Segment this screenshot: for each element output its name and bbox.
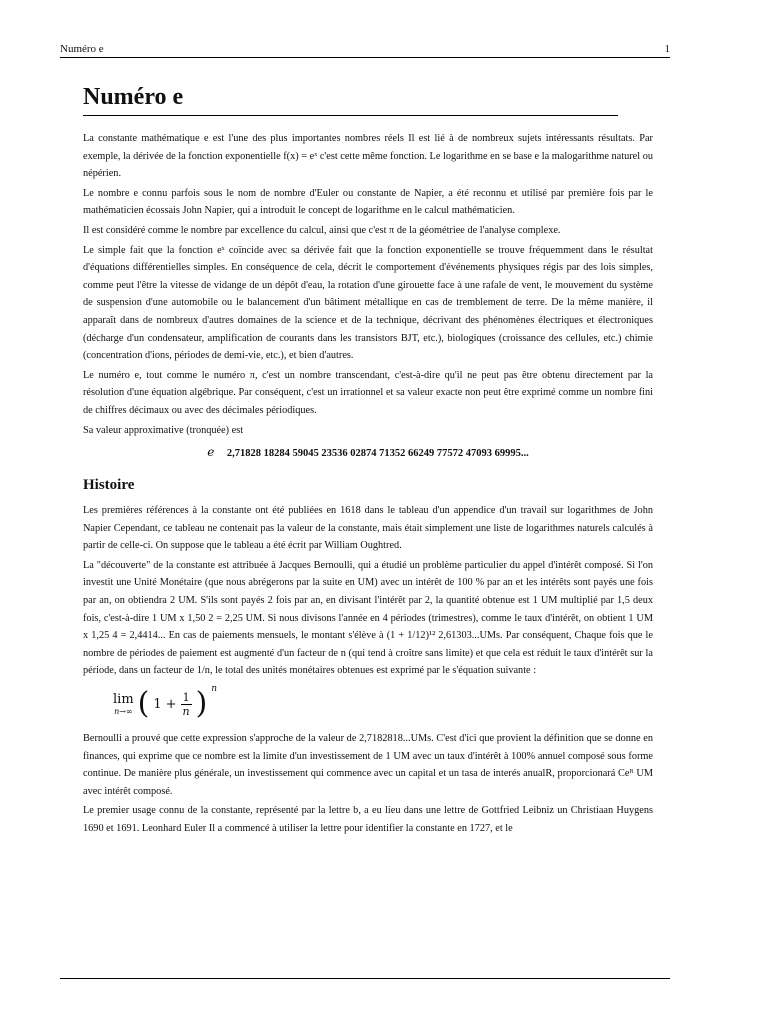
header-title: Numéro e: [60, 43, 104, 55]
footer-rule: [60, 978, 670, 979]
fraction-denominator: n: [182, 704, 190, 718]
left-paren: (: [137, 686, 150, 722]
intro-paragraph-2: Le nombre e connu parfois sous le nom de nombre d'Euler ou constante de Napier, a été reconnu et utilisé par première fois par le mathématicien écossais John Napier, qui a introduit le concept de logarithme en le calcul mathématicien.: [83, 187, 653, 217]
limit-formula: [113, 682, 653, 726]
approx-digits: 2,71828 18284 59045 23536 02874 71352 66249 77572 47093 69995...: [226, 448, 529, 460]
running-header: [60, 43, 670, 58]
document-title: Numéro e: [83, 84, 618, 116]
intro-paragraph-3: Il est considéré comme le nombre par excellence du calcul, ainsi que c'est π de la géométriee de l'analyse complexe.: [83, 224, 561, 236]
intro-paragraph-6: Sa valeur approximative (tronquée) est: [83, 424, 244, 436]
limit-subscript: n→∞: [114, 707, 133, 717]
formula-exponent: n: [211, 684, 218, 695]
limit-operator: [113, 692, 134, 716]
right-paren: ): [195, 686, 208, 722]
histoire-paragraph-4: Le premier usage connu de la constante, représenté par la lettre b, a eu lieu dans une lettre de Gottfried Leibniz un Christiaan Huygens 1690 et 1691. Leonhard Euler Il a commencé à utiliser la lettre pour identifier la constante en 1727, et le: [83, 805, 653, 834]
histoire-paragraph-2: La "découverte" de la constante est attribuée à Jacques Bernoulli, qui a étudié un problème particulier du appel d'intérêt composé. Si l'on investit une Unité Monétaire (que nous abrégerons par la suite en UM) avec un intérêt de 100 % par an et les intérêts sont payés une fois par an, on obtiendra 2 UM. S'ils sont payés 2 fois par an, en divisant l'intérêt par 2, la quantité obtenue est 1 UM multiplié par 1,5 deux fois, c'est-à-dire 1 UM x 1,50 2 = 2,25 UM. Si nous divisons l'année en 4 périodes (trimestres), comme le taux d'intérêt, on obtient 1 UM x 1,25 4 = 2,4414... En cas de paiements mensuels, le montant s'élève à (1 + 1/12)¹² 2,61303...UMs. Par conséquent, Chaque fois que le nombre de périodes de paiement est augmenté d'un facteur de n (qui tend à croître sans limite) et que cela est réduit le taux d'intérêt sur la période, dans un facteur de 1/n, le total des unités monétaires obtenues est exprimé par le s'équation suivante :: [83, 559, 653, 677]
fraction-numerator: 1: [182, 690, 190, 704]
page-number: 1: [664, 43, 670, 55]
intro-paragraph-4: Le simple fait que la fonction eˣ coïncide avec sa dérivée fait que la fonction exponentielle se trouve fréquemment dans le résultat d'équations différentielles simples. En conséquence de cela, décrit le comportement d'événements physiques régis par des lois simples, comme peut l'être la vitesse de vidange de un dépôt d'eau, la rotation d'une girouette face à une rafale de vent, le mouvement du système de suspension d'une automobile ou le balancement d'un bâtiment métallique en cas de tremblement de terre. De la même manière, il apparaît dans de nombreux d'autres domaines de la science et de la technique, décrivant des phénomènes électriques et électroniques (décharge d'un condensateur, amplification de courants dans les transistors BJT, etc.), biologiques (croissance des cellules, etc.) chimie (concentration d'ions, périodes de demi-vie, etc.), et bien d'autres.: [83, 244, 653, 362]
intro-paragraph-5: Le numéro e, tout comme le numéro π, c'est un nombre transcendant, c'est-à-dire qu'il ne peut pas être obtenu directement par la résolution d'une équation algébrique. Par conséquent, c'est un irrationnel et sa valeur exacte non peut être exprimé comme un nombre fini de chiffres décimaux ou avec des décimales périodiques.: [83, 369, 653, 416]
approximate-value: [83, 445, 653, 459]
histoire-paragraph-1: Les premières références à la constante ont été publiées en 1618 dans le tableau d'un appendice d'un travail sur logarithmes de John Napier Cependant, ce tableau ne contenait pas la valeur de la constante, mais était simplement une liste de logarithmes naturels calculés à partir de celle-ci. On suppose que le tableau a été écrit par William Oughtred.: [83, 505, 653, 552]
formula-one: 1: [153, 696, 162, 712]
document-body: [83, 84, 653, 840]
e-symbol: e: [207, 445, 215, 460]
formula-fraction: [181, 691, 192, 718]
limit-text: lim: [113, 692, 134, 708]
histoire-paragraph-3: Bernoulli a prouvé que cette expression s'approche de la valeur de 2,7182818...UMs. C'est d'ici que provient la définition que se donne en finances, qui exprime que ce nombre est la limite d'un investissement de 1 UM avec un taux d'intérêt à 100% annuel composé sous forme continue. De manière plus générale, un investissement qui commence avec un capital et un tasa de interés anualR, proporcionará Ceᴿ UM avec intérêt composé.: [83, 733, 653, 797]
section-heading-histoire: Histoire: [83, 477, 135, 494]
formula-plus: +: [165, 696, 177, 712]
intro-paragraph-1: La constante mathématique e est l'une des plus importantes nombres réels Il est lié à de nombreux sujets intéressants résultats. Par exemple, la dérivée de la fonction exponentielle f(x) = eˣ c'est cette même fonction. Le logarithme en se base e la malogarithme naturel ou népérien.: [83, 133, 653, 180]
